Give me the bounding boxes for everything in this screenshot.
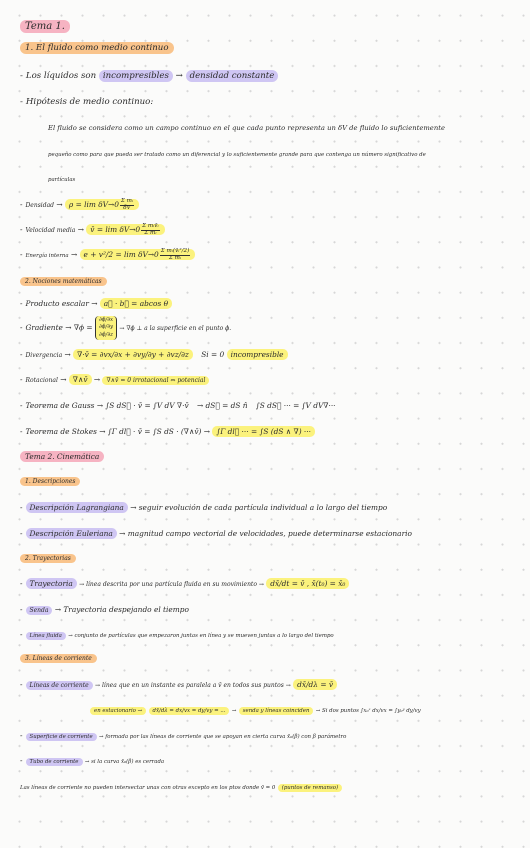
velocidad-line: - Velocidad media → v̄ = lim δV→0 $\frac{\text{Σ mᵢv̄ᵢ}}{\text{Σ mᵢ}}$ (20, 224, 165, 236)
stokes-line: - Teorema de Stokes → ∫Γ dl⃗ · v̄ = ∫S dS · (∇∧v̄) → ∫Γ dl⃗ ··· = ∫S (dS ∧ ∇) ··· (20, 428, 315, 437)
paragraph-line-3: partículas (48, 177, 76, 183)
trayectoria-line: - Trayectoria → línea descrita por una partícula fluida en su movimiento → dx̄/dt = v̄ , x̄(t₀) = x̄₀ (20, 580, 349, 589)
tema-1-title: Tema 1. (20, 21, 70, 33)
liquidos-line: - Los líquidos son incompresibles → densidad constante (20, 72, 278, 82)
paragraph-line-2: pequeño como para que pueda ser tratado como un diferencial y lo suficientemente grande para que contenga un número significativo de (48, 152, 426, 158)
hipotesis-line: - Hipótesis de medio continuo: (20, 97, 154, 107)
senda-line: - Senda → Trayectoria despejando el tiempo (20, 605, 189, 614)
gradiente-line: - Gradiente → ∇ϕ = ∂ϕ/∂x ∂ϕ/∂y ∂ϕ/∂z → ∇ϕ ⊥ a la superficie en el punto ϕ. (20, 316, 231, 340)
lineas-corriente-line: - Líneas de corriente → línea que en un instante es paralela a v̄ en todos sus puntos → dx̄/dλ = v̄ (20, 681, 337, 690)
euler-line: - Descripción Euleriana → magnitud campo vectorial de velocidades, puede determinarse estacionario (20, 529, 412, 538)
paragraph-line-1: El fluido se considera como un campo continuo en el que cada punto representa un δV de fluido lo suficientemente (48, 124, 445, 132)
estacionario-line: en estacionario → dx̄/dλ = dx/vx = dy/vy = ... → senda y líneas coinciden → Si dos puntos ∫x₀ˣ dx/vx = ∫y₀ʸ dy/vy (90, 706, 421, 715)
section-1-title: 1. El fluido como medio continuo (20, 44, 174, 54)
escalar-line: - Producto escalar → a⃗ · b⃗ = abcos θ (20, 300, 172, 309)
gauss-line: - Teorema de Gauss → ∫S dS⃗ · v̄ = ∫V dV ∇·v̄ → dS⃗ = dS n̂ ∫S dS⃗ ··· = ∫V dV∇··· (20, 401, 336, 410)
cinematica-section-2-title: 2. Trayectorias (20, 556, 76, 563)
tema-2-title: Tema 2. Cinemática (20, 453, 104, 462)
section-2-title: 2. Nociones matemáticas (20, 277, 107, 286)
superficie-line: - Superficie de corriente → formada por las líneas de corriente que se apoyan en cierta curva x̄₀(β) con β parámetro (20, 731, 347, 740)
densidad-line: - Densidad → ρ = lim δV→0 $\frac{\text{Σ mᵢ}}{\delta V}$ (20, 199, 139, 211)
lagrange-line: - Descripción Lagrangiana → seguir evolución de cada partícula individual a lo largo del tiempo (20, 503, 388, 512)
rotacional-line: - Rotacional → ∇∧v̄ → ∇∧v̄ = 0 irrotacional ⇔ potencial (20, 376, 209, 385)
cinematica-section-3-title: 3. Líneas de corriente (20, 656, 97, 663)
tubo-line: - Tubo de corriente → si la curva x̄₀(β) es cerrada (20, 756, 165, 765)
linea-fluida-line: - Línea fluida → conjunto de partículas que empezaron juntas en línea y se mueven juntas a lo largo del tiempo (20, 630, 334, 639)
energia-line: - Energía interna → e + v²/2 = lim δV→0 $\frac{\text{Σ mᵢ(v̄ᵢ²/2)}}{\text{Σ mᵢ}}$ (20, 249, 195, 261)
divergencia-line: - Divergencia → ∇·v̄ = ∂vx/∂x + ∂vy/∂y + ∂vz/∂z Si = 0 incompresible (20, 351, 288, 360)
final-line: Las líneas de corriente no pueden intersectar unas con otras excepto en los ptos donde v̄ = 0 (puntos de remanso) (20, 783, 342, 792)
gradient-matrix: ∂ϕ/∂x ∂ϕ/∂y ∂ϕ/∂z (95, 316, 117, 340)
cinematica-section-1-title: 1. Descripciones (20, 479, 80, 486)
